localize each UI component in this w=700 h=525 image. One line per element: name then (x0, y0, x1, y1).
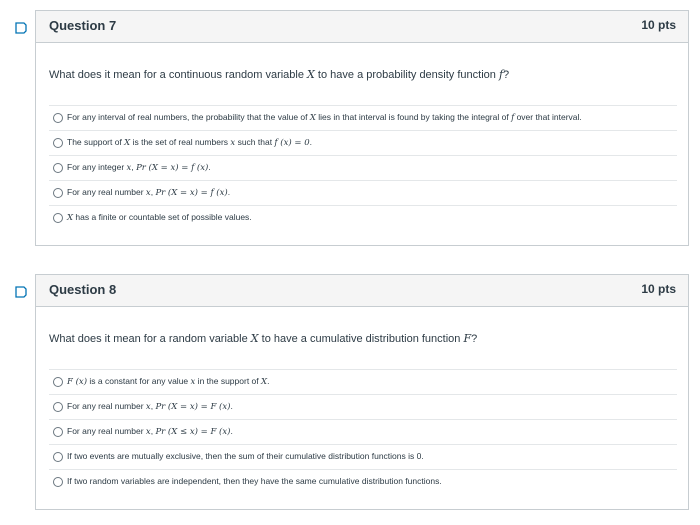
answer-label: For any real number x, Pr (X = x) = f (x). (67, 187, 231, 198)
answer-option[interactable] (49, 369, 677, 394)
radio-button[interactable] (53, 163, 63, 173)
radio-button[interactable] (53, 427, 63, 437)
question-points: 10 pts (641, 18, 676, 32)
answer-option[interactable] (49, 180, 677, 205)
answer-option[interactable] (49, 130, 677, 155)
answer-label: The support of X is the set of real numbers x such that f (x) = 0. (67, 137, 313, 148)
radio-button[interactable] (53, 188, 63, 198)
answer-label: For any integer x, Pr (X = x) = f (x). (67, 162, 211, 173)
answer-option[interactable] (49, 155, 677, 180)
answer-label: If two events are mutually exclusive, then the sum of their cumulative distribution functions is 0. (67, 451, 424, 461)
answer-list (49, 105, 677, 230)
answer-label: For any interval of real numbers, the probability that the value of X lies in that interval is found by taking the integral of f over that interval. (67, 112, 582, 123)
answer-label: If two random variables are independent, then they have the same cumulative distribution functions. (67, 476, 442, 486)
bookmark-flag-icon[interactable] (14, 285, 28, 299)
radio-button[interactable] (53, 213, 63, 223)
question-card (35, 10, 689, 246)
answer-option[interactable] (49, 394, 677, 419)
radio-button[interactable] (53, 113, 63, 123)
bookmark-flag-icon[interactable] (14, 21, 28, 35)
question-card (35, 274, 689, 510)
answer-option[interactable] (49, 105, 677, 130)
question-title: Question 8 (49, 282, 117, 297)
answer-option[interactable] (49, 469, 677, 494)
radio-button[interactable] (53, 452, 63, 462)
answer-label: For any real number x, Pr (X ≤ x) = F (x). (67, 426, 233, 437)
radio-button[interactable] (53, 477, 63, 487)
answer-option[interactable] (49, 419, 677, 444)
question-header (36, 11, 688, 43)
answer-label: F (x) is a constant for any value x in the support of X. (67, 376, 270, 387)
radio-button[interactable] (53, 138, 63, 148)
answer-list (49, 369, 677, 494)
answer-option[interactable] (49, 205, 677, 230)
radio-button[interactable] (53, 402, 63, 412)
answer-label: X has a finite or countable set of possible values. (67, 212, 252, 223)
question-title: Question 7 (49, 18, 117, 33)
answer-label: For any real number x, Pr (X = x) = F (x). (67, 401, 233, 412)
question-header (36, 275, 688, 307)
question-points: 10 pts (641, 282, 676, 296)
question-prompt: What does it mean for a random variable X to have a cumulative distribution function F? (49, 332, 478, 345)
answer-option[interactable] (49, 444, 677, 469)
question-prompt: What does it mean for a continuous random variable X to have a probability density function f? (49, 68, 510, 81)
radio-button[interactable] (53, 377, 63, 387)
